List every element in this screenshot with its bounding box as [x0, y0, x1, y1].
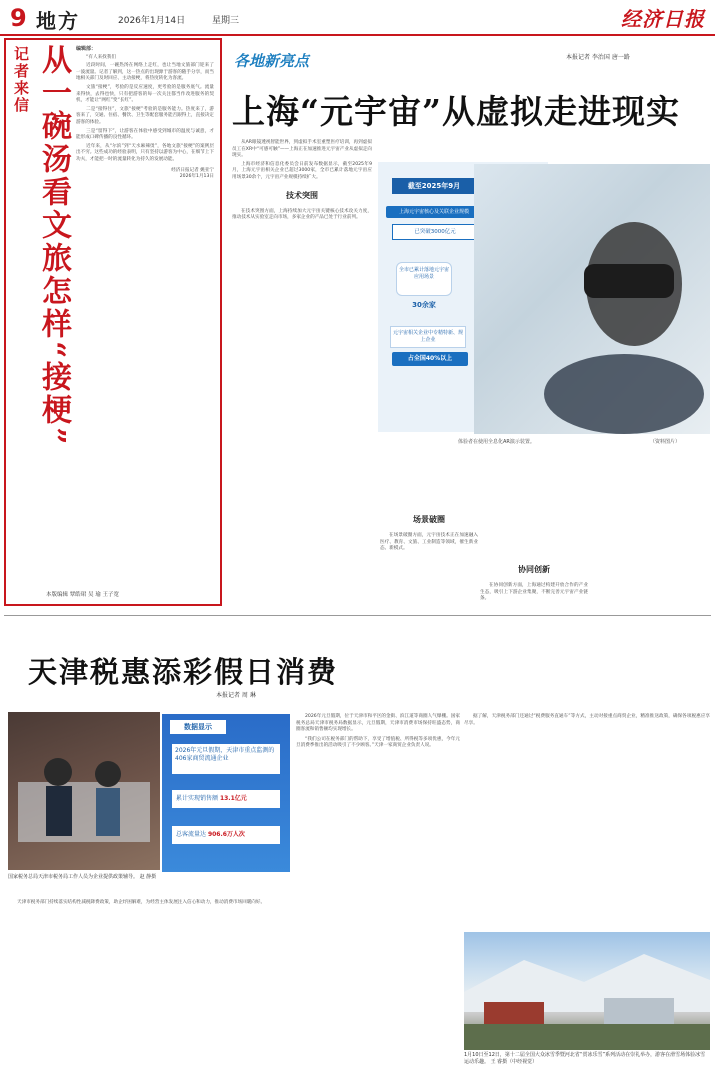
- data-value: 13.1亿元: [219, 795, 247, 802]
- story2-column-1: [296, 714, 460, 753]
- photo-caption: 国家税务总局天津市税务局工作人员为企业提供政策辅导。 赵 静摄: [8, 874, 157, 880]
- story2-paragraph: 天津市税务部门持续落实结构性减税降费政策，助企纾困解难，为经营主体发展注入信心和动力，推动消费市场回暖向好。: [17, 900, 266, 905]
- story2-paragraph: 据了解，天津税务部门还通过“税费服务直通车”等方式，主动对接重点商贸企业，精准推送政策，确保各项税惠应享尽享。: [464, 714, 710, 726]
- column-paragraph: 近年来，从“尔滨”到“天水麻辣烫”，各地文旅“接梗”的案例层出不穷。这些成功的经验表明，只有坚持以游客为中心，在细节上下功夫，才能把一时的流量转化为持久的发展动能。: [76, 143, 214, 162]
- data-panel-item: [172, 790, 280, 808]
- story1-column-1: [232, 140, 372, 224]
- infographic-label: 元宇宙相关企业中专精特新、规上企业: [390, 326, 466, 348]
- photo-credit: （资料图片）: [650, 439, 681, 445]
- tax-office-photo: [8, 712, 160, 870]
- section-name: 地方: [36, 9, 80, 33]
- column-title: 从一碗汤看文旅怎样“接梗”: [36, 44, 71, 448]
- story1-column-3: [480, 444, 588, 605]
- story1-column-2: [380, 444, 478, 555]
- story1-paragraph: 在协同创新方面，上海通过构建开放合作的产业生态，吸引上下游企业集聚，不断完善元宇宙产业链条。: [480, 583, 588, 602]
- section-divider: [4, 615, 711, 616]
- issue-weekday: 星期三: [212, 16, 240, 26]
- story2-paragraph: 2026年元旦假期，位于天津市和平区的金街、滨江道等商圈人气爆棚。国家税务总局天津市税务局数据显示，元旦假期，天津市消费市场保持旺盛态势，商圈客流和销售额均实现增长。: [296, 714, 460, 733]
- column-paragraph: 近段时间，一碗热汤在网络上走红，也让当地文旅部门迎来了一波流量。记者了解到，这一热点的出现源于游客的随手分享，而当地相关部门及时回应、主动接梗，将热度转化为客流。: [76, 63, 214, 82]
- tax-office-illustration: [8, 712, 160, 870]
- data-panel-title: 数据显示: [170, 720, 226, 734]
- vr-headset-photo: [474, 164, 710, 434]
- ski-resort-illustration: [464, 932, 710, 1050]
- issue-date: 2026年1月14日: [118, 16, 186, 26]
- story2-column-2: [8, 900, 288, 910]
- infographic-label: 全市已累计落地元宇宙应用场景: [396, 262, 452, 296]
- data-panel-item: 2026年元旦假期，天津市重点监测的406家商贸流通企业: [172, 744, 280, 774]
- column-date: 2026年1月13日: [179, 174, 214, 180]
- data-label: 累计实现销售额: [176, 795, 219, 802]
- newspaper-logo: 经济日报: [621, 7, 705, 31]
- story1-byline: 本报记者 李治国 唐一路: [566, 54, 630, 61]
- data-value: 906.6万人次: [207, 831, 245, 838]
- page-number: 9: [10, 4, 27, 32]
- story1-paragraph: 在场景破圈方面，元宇宙技术正在加速融入医疗、教育、文旅、工业制造等领域，催生新业态、新模式。: [380, 533, 478, 552]
- data-label: 总客流量达: [176, 831, 207, 838]
- infographic-value: 占全国40%以上: [392, 352, 468, 366]
- column-paragraph: 二是“接得住”，文旅“接梗”考验的是服务能力。热度来了，游客来了，交通、住宿、餐饮、卫生等配套服务能否跟得上，直接决定游客的体验。: [76, 106, 214, 125]
- infographic-value: 30余家: [412, 301, 436, 309]
- subhead: 技术突围: [286, 190, 318, 200]
- infographic-label: 上海元宇宙核心及关联企业规模: [386, 206, 482, 218]
- story2-headline: 天津税惠添彩假日消费: [28, 655, 339, 689]
- section-kicker: 各地新亮点: [234, 52, 310, 70]
- story2-paragraph: “我们公司在税务部门的帮助下，享受了增值税、所得税等多项优惠，今年元旦消费季推出的活动吸引了不少顾客。”天津一家商贸企业负责人说。: [296, 736, 460, 749]
- column-paragraph: 三是“留得下”，让游客在体验中感受到城市的温度与诚意，才能形成口碑传播的良性循环。: [76, 128, 214, 141]
- infographic-value: 已突破3000亿元: [392, 224, 478, 240]
- column-body: [76, 46, 214, 181]
- story1-paragraph: 上海市经济和信息化委员会日前发布数据显示，截至2025年9月，上海元宇宙相关企业已超过3000家，全市已累计落地元宇宙应用场景30余个，元宇宙产业规模持续扩大。: [232, 161, 372, 180]
- infographic-title: 截至2025年9月: [392, 178, 476, 194]
- photo-caption: 体验者在使用全息化AR演示装置。: [458, 439, 535, 445]
- story1-headline: 上海“元宇宙”从虚拟走进现实: [232, 92, 680, 131]
- vr-headset-illustration: [474, 164, 710, 434]
- story2-column-3: [464, 714, 710, 730]
- subhead: 场景破圈: [413, 515, 445, 524]
- column-salutation: 编辑部：: [76, 46, 97, 52]
- column-paragraph: 文旅“接梗”，考验的是反应速度，更考验的是服务底气。流量来得快，去得也快，只有把游客的每一次关注都当作改进服务的契机，才能让“网红”变“长红”。: [76, 84, 214, 104]
- editor-letter-column: [4, 38, 222, 606]
- data-panel-item: [172, 826, 280, 844]
- story2-byline: 本报记者 周 琳: [216, 692, 256, 699]
- column-editors: 本版编辑 覃皓珺 吴 瑜 王子宽: [46, 592, 119, 598]
- page-header: [0, 0, 715, 36]
- subhead: 协同创新: [518, 565, 550, 574]
- photo-caption: 1月10日至12日，第十二届全国大众冰雪季暨河北省“赏冰乐雪”系列活动在崇礼举办，游客在滑雪场体验冰雪运动乐趣。 王 睿摄（中经视觉）: [464, 1052, 706, 1065]
- column-author: 经济日报记者 姚亚宁: [171, 167, 214, 173]
- column-paragraph: “有人来找我们: [86, 54, 116, 60]
- ski-resort-photo: [464, 932, 710, 1050]
- story1-paragraph: 从AR眼镜透视智能世界，到虚拟手术室重塑医疗培训，再到虚拟员工在XR中“可感可触”——上海正在加速推进元宇宙产业从虚拟走向现实。: [232, 140, 372, 159]
- story1-paragraph: 在技术突围方面，上海持续加大元宇宙关键核心技术攻关力度，推动技术从实验室走向市场，多家企业的产品已处于行业前列。: [232, 208, 372, 221]
- column-tag: 记者来信: [12, 46, 30, 114]
